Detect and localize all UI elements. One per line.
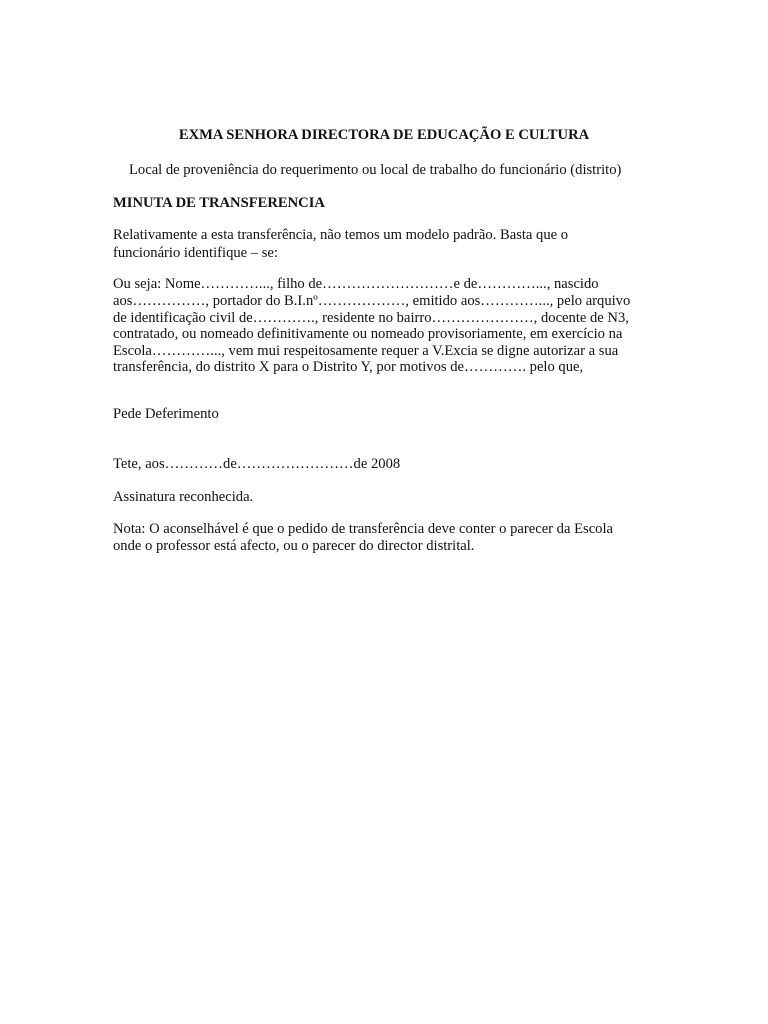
body-line: Escola…………..., vem mui respeitosamente requer a V.Excia se digne autorizar a sua [113,343,619,359]
note-line: Nota: O aconselhável é que o pedido de transferência deve conter o parecer da Escola [113,521,613,537]
signature-line: Assinatura reconhecida. [113,489,254,505]
section-title: MINUTA DE TRANSFERENCIA [113,195,325,211]
body-line: Ou seja: Nome…………..., filho de………………………e de…………..., nascido [113,276,599,292]
note-line: onde o professor está afecto, ou o parecer do director distrital. [113,538,475,554]
date-line: Tete, aos…………de……………………de 2008 [113,456,401,472]
origin-note: Local de proveniência do requerimento ou local de trabalho do funcionário (distrito) [129,162,622,178]
body-line: de identificação civil de…………., residente no bairro…………………, docente de N3, [113,310,629,326]
body-line: aos……………, portador do B.I.nº………………, emitido aos…………..., pelo arquivo [113,293,631,309]
closing-text: Pede Deferimento [113,406,219,422]
intro-line: funcionário identifique – se: [113,245,278,261]
body-line: contratado, ou nomeado definitivamente ou nomeado provisoriamente, em exercício na [113,326,623,342]
body-line: transferência, do distrito X para o Distrito Y, por motivos de…………. pelo que, [113,359,584,375]
document-heading: EXMA SENHORA DIRECTORA DE EDUCAÇÃO E CULTURA [178,127,590,143]
intro-line: Relativamente a esta transferência, não temos um modelo padrão. Basta que o [113,227,569,243]
